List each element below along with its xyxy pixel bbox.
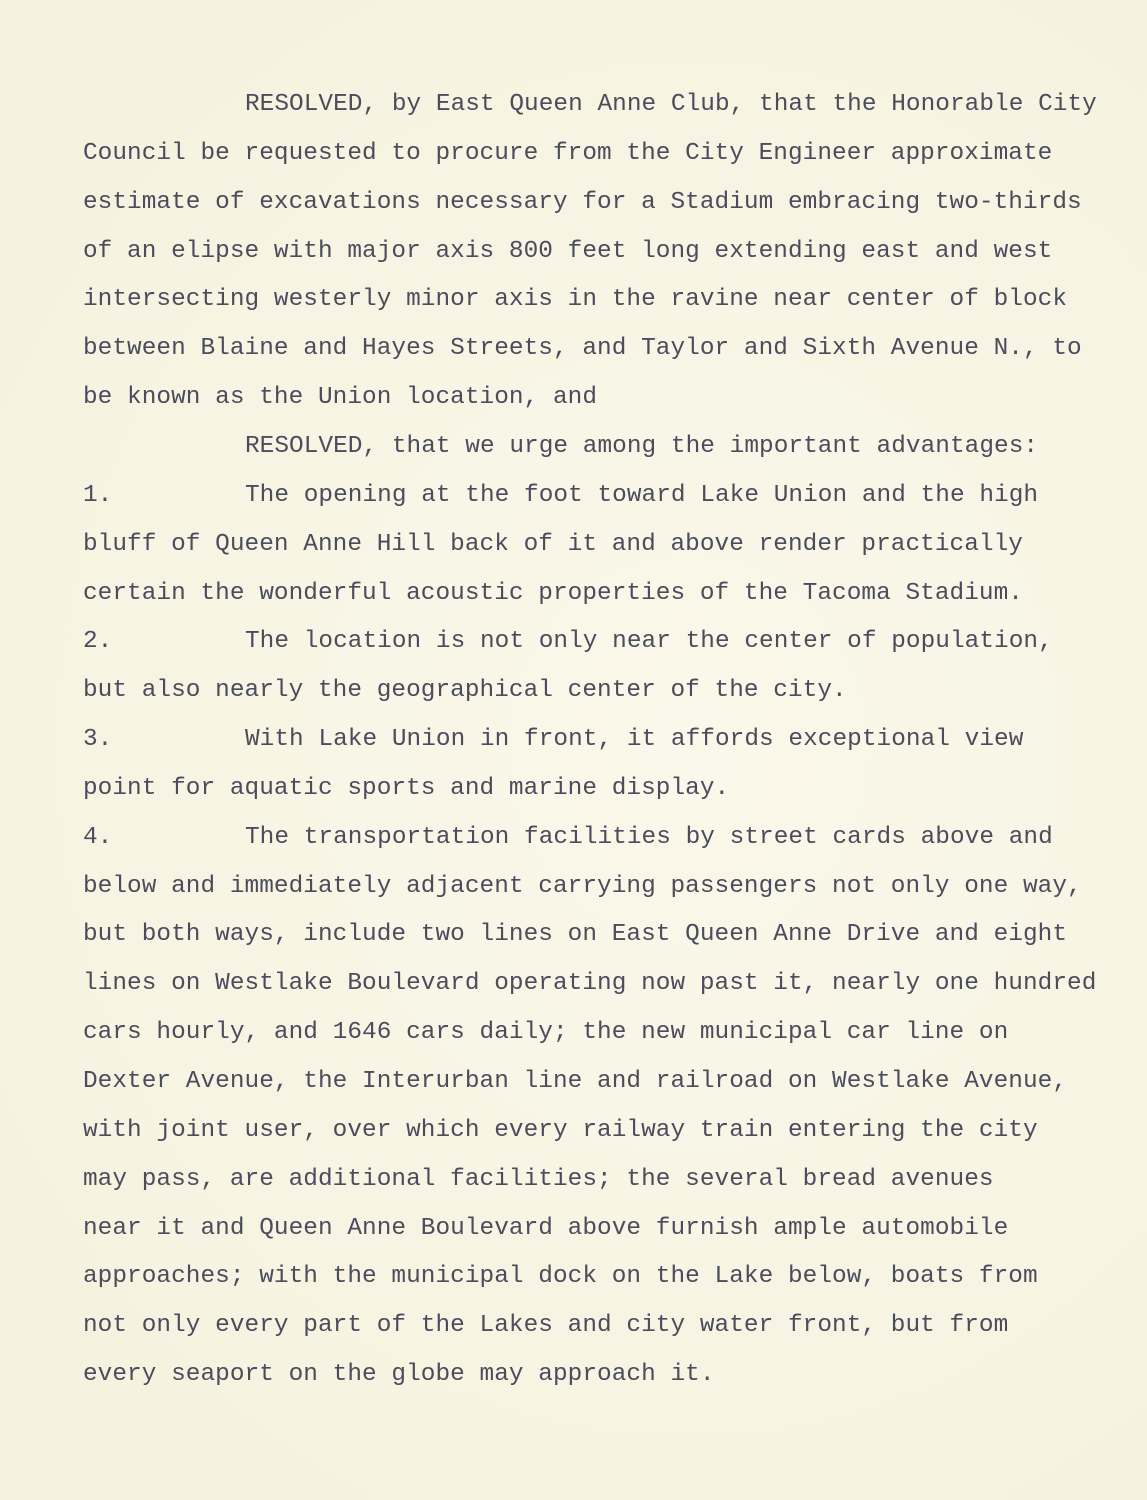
text-line: point for aquatic sports and marine display.	[83, 774, 730, 802]
text-line: The transportation facilities by street cards above and	[245, 823, 1053, 851]
text-line: bluff of Queen Anne Hill back of it and above render practically	[83, 530, 1023, 558]
text-line: RESOLVED, by East Queen Anne Club, that the Honorable City	[245, 91, 1097, 118]
text-line: every seaport on the globe may approach it.	[83, 1361, 715, 1389]
text-line: Dexter Avenue, the Interurban line and railroad on Westlake Avenue,	[83, 1068, 1068, 1095]
text-line: of an elipse with major axis 800 feet long extending east and west	[83, 237, 1053, 265]
text-line: be known as the Union location, and	[83, 384, 598, 412]
text-line: The opening at the foot toward Lake Union and the high	[245, 481, 1039, 509]
text-line: certain the wonderful acoustic properties of the Tacoma Stadium.	[83, 579, 1023, 607]
text-line: With Lake Union in front, it affords exceptional view	[245, 726, 1024, 754]
text-line: lines on Westlake Boulevard operating now past it, nearly one hundred	[83, 970, 1097, 998]
text-line: approaches; with the municipal dock on the Lake below, boats from	[83, 1263, 1038, 1291]
text-line: between Blaine and Hayes Streets, and Taylor and Sixth Avenue N., to	[83, 335, 1082, 363]
text-line: near it and Queen Anne Boulevard above furnish ample automobile	[83, 1214, 1009, 1242]
text-line: RESOLVED, that we urge among the important advantages:	[245, 432, 1039, 460]
text-line: intersecting westerly minor axis in the ravine near center of block	[83, 286, 1068, 314]
item-number: 3.	[83, 726, 113, 754]
text-line: below and immediately adjacent carrying passengers not only one way,	[83, 872, 1082, 900]
text-line: Council be requested to procure from the City Engineer approximate	[83, 139, 1053, 167]
text-line: estimate of excavations necessary for a Stadium embracing two-thirds	[83, 188, 1082, 216]
text-line: cars hourly, and 1646 cars daily; the new municipal car line on	[83, 1019, 1009, 1047]
item-number: 2.	[83, 628, 113, 656]
text-line: not only every part of the Lakes and city water front, but from	[83, 1312, 1009, 1340]
item-number: 1.	[83, 481, 113, 509]
text-line: but also nearly the geographical center of the city.	[83, 677, 847, 705]
text-line: The location is not only near the center of population,	[245, 628, 1053, 656]
item-number: 4.	[83, 823, 113, 851]
text-line: may pass, are additional facilities; the several bread avenues	[83, 1165, 994, 1193]
text-line: but both ways, include two lines on East Queen Anne Drive and eight	[83, 921, 1068, 949]
text-line: with joint user, over which every railway train entering the city	[83, 1116, 1038, 1144]
